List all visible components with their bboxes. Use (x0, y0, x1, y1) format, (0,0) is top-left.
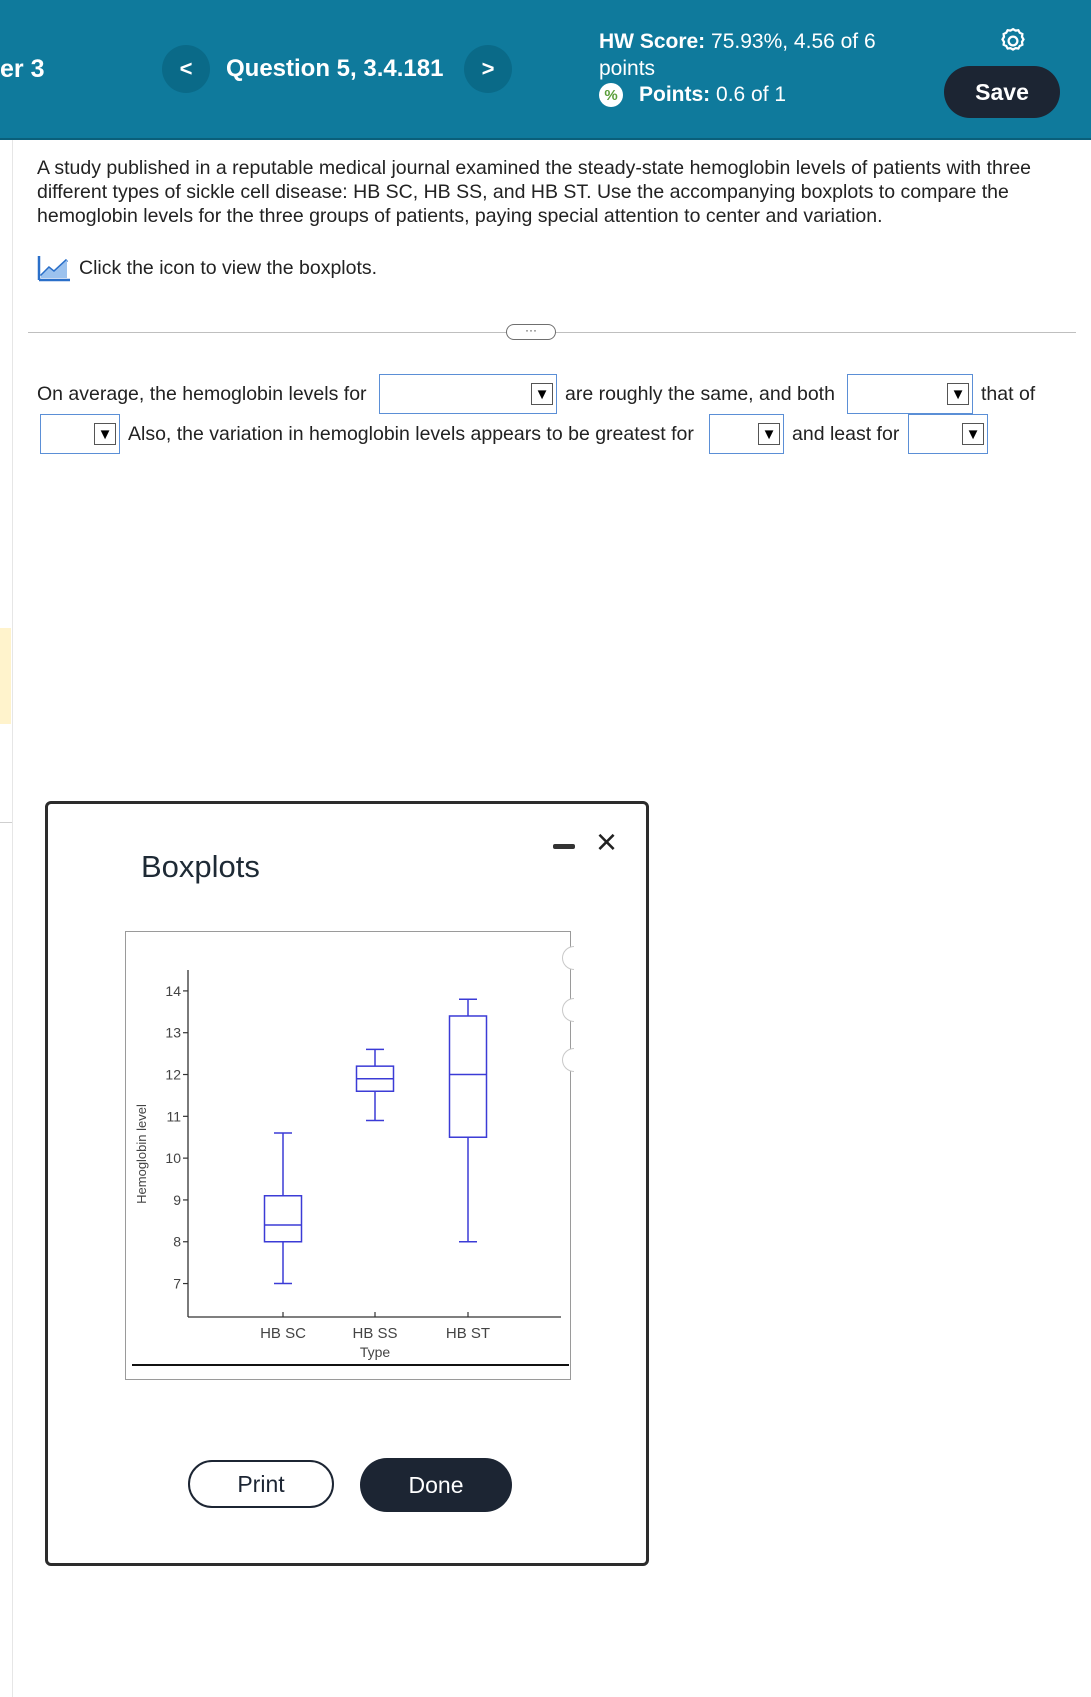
dialog-title: Boxplots (141, 849, 260, 884)
chapter-title: er 3 (0, 55, 45, 83)
dropdown-2[interactable] (847, 374, 973, 414)
question-prompt: A study published in a reputable medical journal examined the steady-state hemoglobin levels of patients with three different types of sickle cell disease: HB SC, HB SS, and HB ST. Use the accompanying boxplots to compare the hemoglobin levels for the three groups of patients, paying special attention to center and variation. (37, 157, 1032, 227)
dropdown-3[interactable] (40, 414, 120, 454)
answer-text-1: On average, the hemoglobin levels for (37, 383, 367, 405)
y-tick-label: 14 (165, 982, 181, 999)
view-boxplots-text: Click the icon to view the boxplots. (79, 256, 378, 279)
rail-divider (0, 822, 12, 823)
answer-text-2: are roughly the same, and both (565, 383, 835, 405)
chart-icon[interactable] (37, 254, 71, 282)
x-tick-label: HB ST (445, 1325, 491, 1342)
y-tick-label: 11 (166, 1108, 181, 1125)
dropdown-4[interactable] (709, 414, 784, 454)
dropdown-1[interactable] (379, 374, 557, 414)
previous-question-button[interactable] (162, 45, 210, 93)
dropdown-arrow-icon: ▼ (94, 423, 116, 445)
points-label: Points: (639, 83, 711, 106)
answer-text-3: that of (981, 383, 1036, 405)
chart-frame (125, 931, 571, 1380)
y-tick-label: 13 (165, 1024, 181, 1041)
answer-text-4: Also, the variation in hemoglobin levels appears to be greatest for (128, 423, 694, 445)
dropdown-arrow-icon: ▼ (758, 423, 780, 445)
boxplots-dialog (45, 801, 649, 1566)
y-tick-label: 8 (173, 1233, 181, 1250)
boxplot-chart (126, 932, 569, 1378)
hw-score-value: 75.93%, 4.56 of 6 points (599, 30, 876, 80)
done-button[interactable]: Done (360, 1458, 512, 1512)
chevron-right-icon: > (481, 56, 495, 81)
y-axis-title: Hemoglobin level (134, 1104, 149, 1204)
y-tick-label: 7 (173, 1275, 181, 1292)
save-button[interactable]: Save (944, 66, 1060, 118)
print-button[interactable]: Print (188, 1460, 334, 1508)
dropdown-arrow-icon: ▼ (962, 423, 984, 445)
answer-text-5: and least for (792, 423, 900, 445)
minimize-icon[interactable] (553, 844, 575, 849)
view-boxplots-link[interactable] (37, 254, 377, 282)
partial-credit-icon: % (599, 83, 623, 107)
y-tick-label: 12 (165, 1066, 181, 1083)
x-tick-label: HB SC (260, 1325, 306, 1342)
left-rail (12, 140, 13, 1697)
chevron-left-icon: < (179, 56, 193, 81)
dropdown-arrow-icon: ▼ (947, 383, 969, 405)
next-question-button[interactable] (464, 45, 512, 93)
x-axis-title: Type (359, 1344, 391, 1360)
question-title: Question 5, 3.4.181 (226, 55, 444, 82)
hw-score (599, 28, 919, 82)
points-value: 0.6 of 1 (716, 83, 787, 106)
y-tick-label: 9 (173, 1191, 181, 1208)
box-iqr (450, 1016, 487, 1137)
dropdown-arrow-icon: ▼ (531, 383, 553, 405)
question-points (599, 83, 786, 107)
top-bar (0, 0, 1091, 140)
y-tick-label: 10 (165, 1150, 181, 1167)
more-options-button[interactable]: ··· (506, 324, 556, 340)
question-marker (0, 628, 11, 724)
close-icon[interactable]: × (596, 821, 618, 862)
gear-icon[interactable] (998, 26, 1028, 56)
box-iqr (265, 1196, 302, 1242)
x-tick-label: HB SS (352, 1325, 398, 1342)
hw-score-label: HW Score: (599, 30, 706, 53)
dropdown-5[interactable] (908, 414, 988, 454)
